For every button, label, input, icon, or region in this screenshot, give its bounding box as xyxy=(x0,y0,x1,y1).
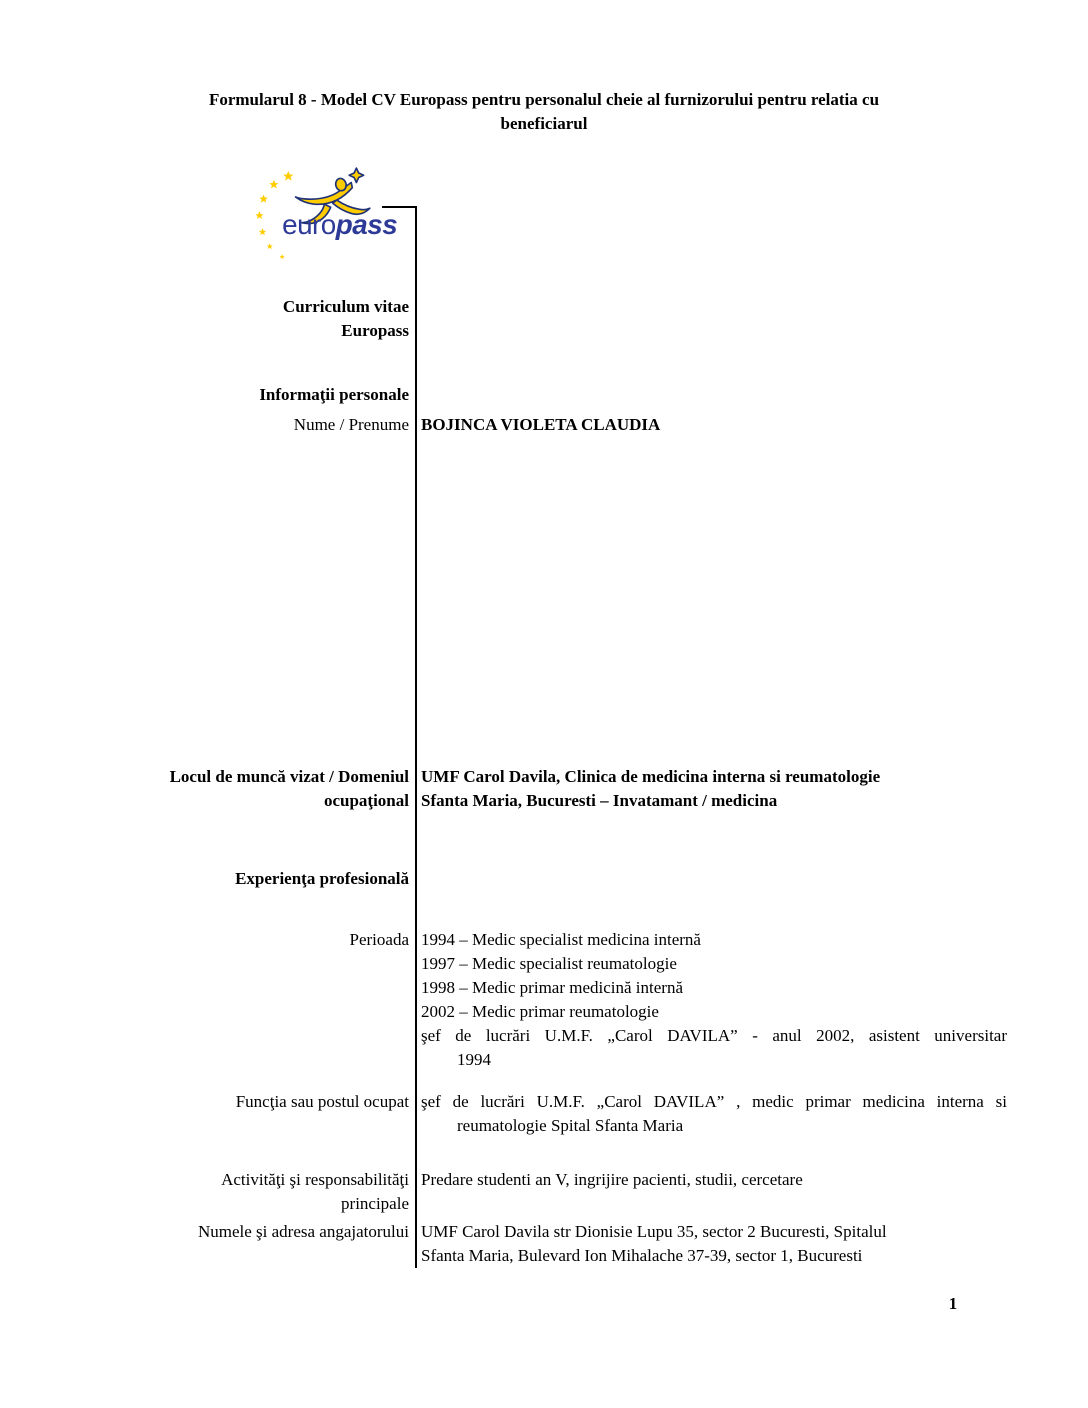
cv-header-line2: Europass xyxy=(341,321,409,340)
functia-value-line1: şef de lucrări U.M.F. „Carol DAVILA” , medic primar medicina interna si xyxy=(421,1092,1007,1111)
functia-value-line2: reumatologie Spital Sfanta Maria xyxy=(457,1116,684,1135)
perioada-line: 1994 – Medic specialist medicina internă xyxy=(421,930,701,949)
numele-value-line1: UMF Carol Davila str Dionisie Lupu 35, sector 2 Bucuresti, Spitalul xyxy=(421,1222,887,1241)
numele-value xyxy=(421,1220,1007,1268)
perioada-line: 1994 xyxy=(457,1050,491,1069)
nume-label: Nume / Prenume xyxy=(293,415,409,434)
logo-text-euro: euro xyxy=(282,209,336,241)
activitati-label-line1: Activităţi şi responsabilităţi xyxy=(221,1170,409,1189)
locul-value-line1: UMF Carol Davila, Clinica de medicina interna si reumatologie xyxy=(421,767,881,786)
perioada-line: 2002 – Medic primar reumatologie xyxy=(421,1002,659,1021)
perioada-line: 1998 – Medic primar medicină internă xyxy=(421,978,683,997)
perioada-line: 1997 – Medic specialist reumatologie xyxy=(421,954,677,973)
perioada-line: şef de lucrări U.M.F. „Carol DAVILA” - anul 2002, asistent universitar xyxy=(421,1026,1007,1045)
locul-value xyxy=(421,765,1007,813)
locul-label xyxy=(100,765,409,813)
nume-value: BOJINCA VIOLETA CLAUDIA xyxy=(421,415,661,434)
europass-logo xyxy=(252,166,402,264)
activitati-label xyxy=(100,1168,409,1216)
cv-header-line1: Curriculum vitae xyxy=(282,297,409,316)
functia-label: Funcţia sau postul ocupat xyxy=(235,1092,409,1111)
functia-value xyxy=(421,1090,1007,1138)
numele-label: Numele şi adresa angajatorului xyxy=(197,1222,409,1241)
logo-text-pass: pass xyxy=(335,209,398,241)
logo-wordmark xyxy=(282,209,397,240)
experienta-heading: Experienţa profesională xyxy=(235,869,409,888)
numele-value-line2: Sfanta Maria, Bulevard Ion Mihalache 37-39, sector 1, Bucuresti xyxy=(421,1246,863,1265)
perioada-label: Perioada xyxy=(349,930,409,949)
activitati-label-line2: principale xyxy=(341,1194,409,1213)
document-title xyxy=(94,88,994,136)
perioada-value xyxy=(421,928,1007,1072)
locul-label-line2: ocupaţional xyxy=(323,791,409,810)
document-title-line2: beneficiarul xyxy=(500,114,588,133)
table-divider-line xyxy=(415,206,417,1268)
locul-value-line2: Sfanta Maria, Bucuresti – Invatamant / medicina xyxy=(421,791,778,810)
personal-info-heading: Informaţii personale xyxy=(259,385,409,404)
locul-label-line1: Locul de muncă vizat / Domeniul xyxy=(169,767,409,786)
document-title-line1: Formularul 8 - Model CV Europass pentru personalul cheie al furnizorului pentru relatia cu xyxy=(208,90,880,109)
cv-header xyxy=(100,295,409,343)
page-number: 1 xyxy=(948,1294,958,1313)
table-top-border xyxy=(382,206,416,208)
activitati-value: Predare studenti an V, ingrijire pacienti, studii, cercetare xyxy=(421,1170,803,1189)
